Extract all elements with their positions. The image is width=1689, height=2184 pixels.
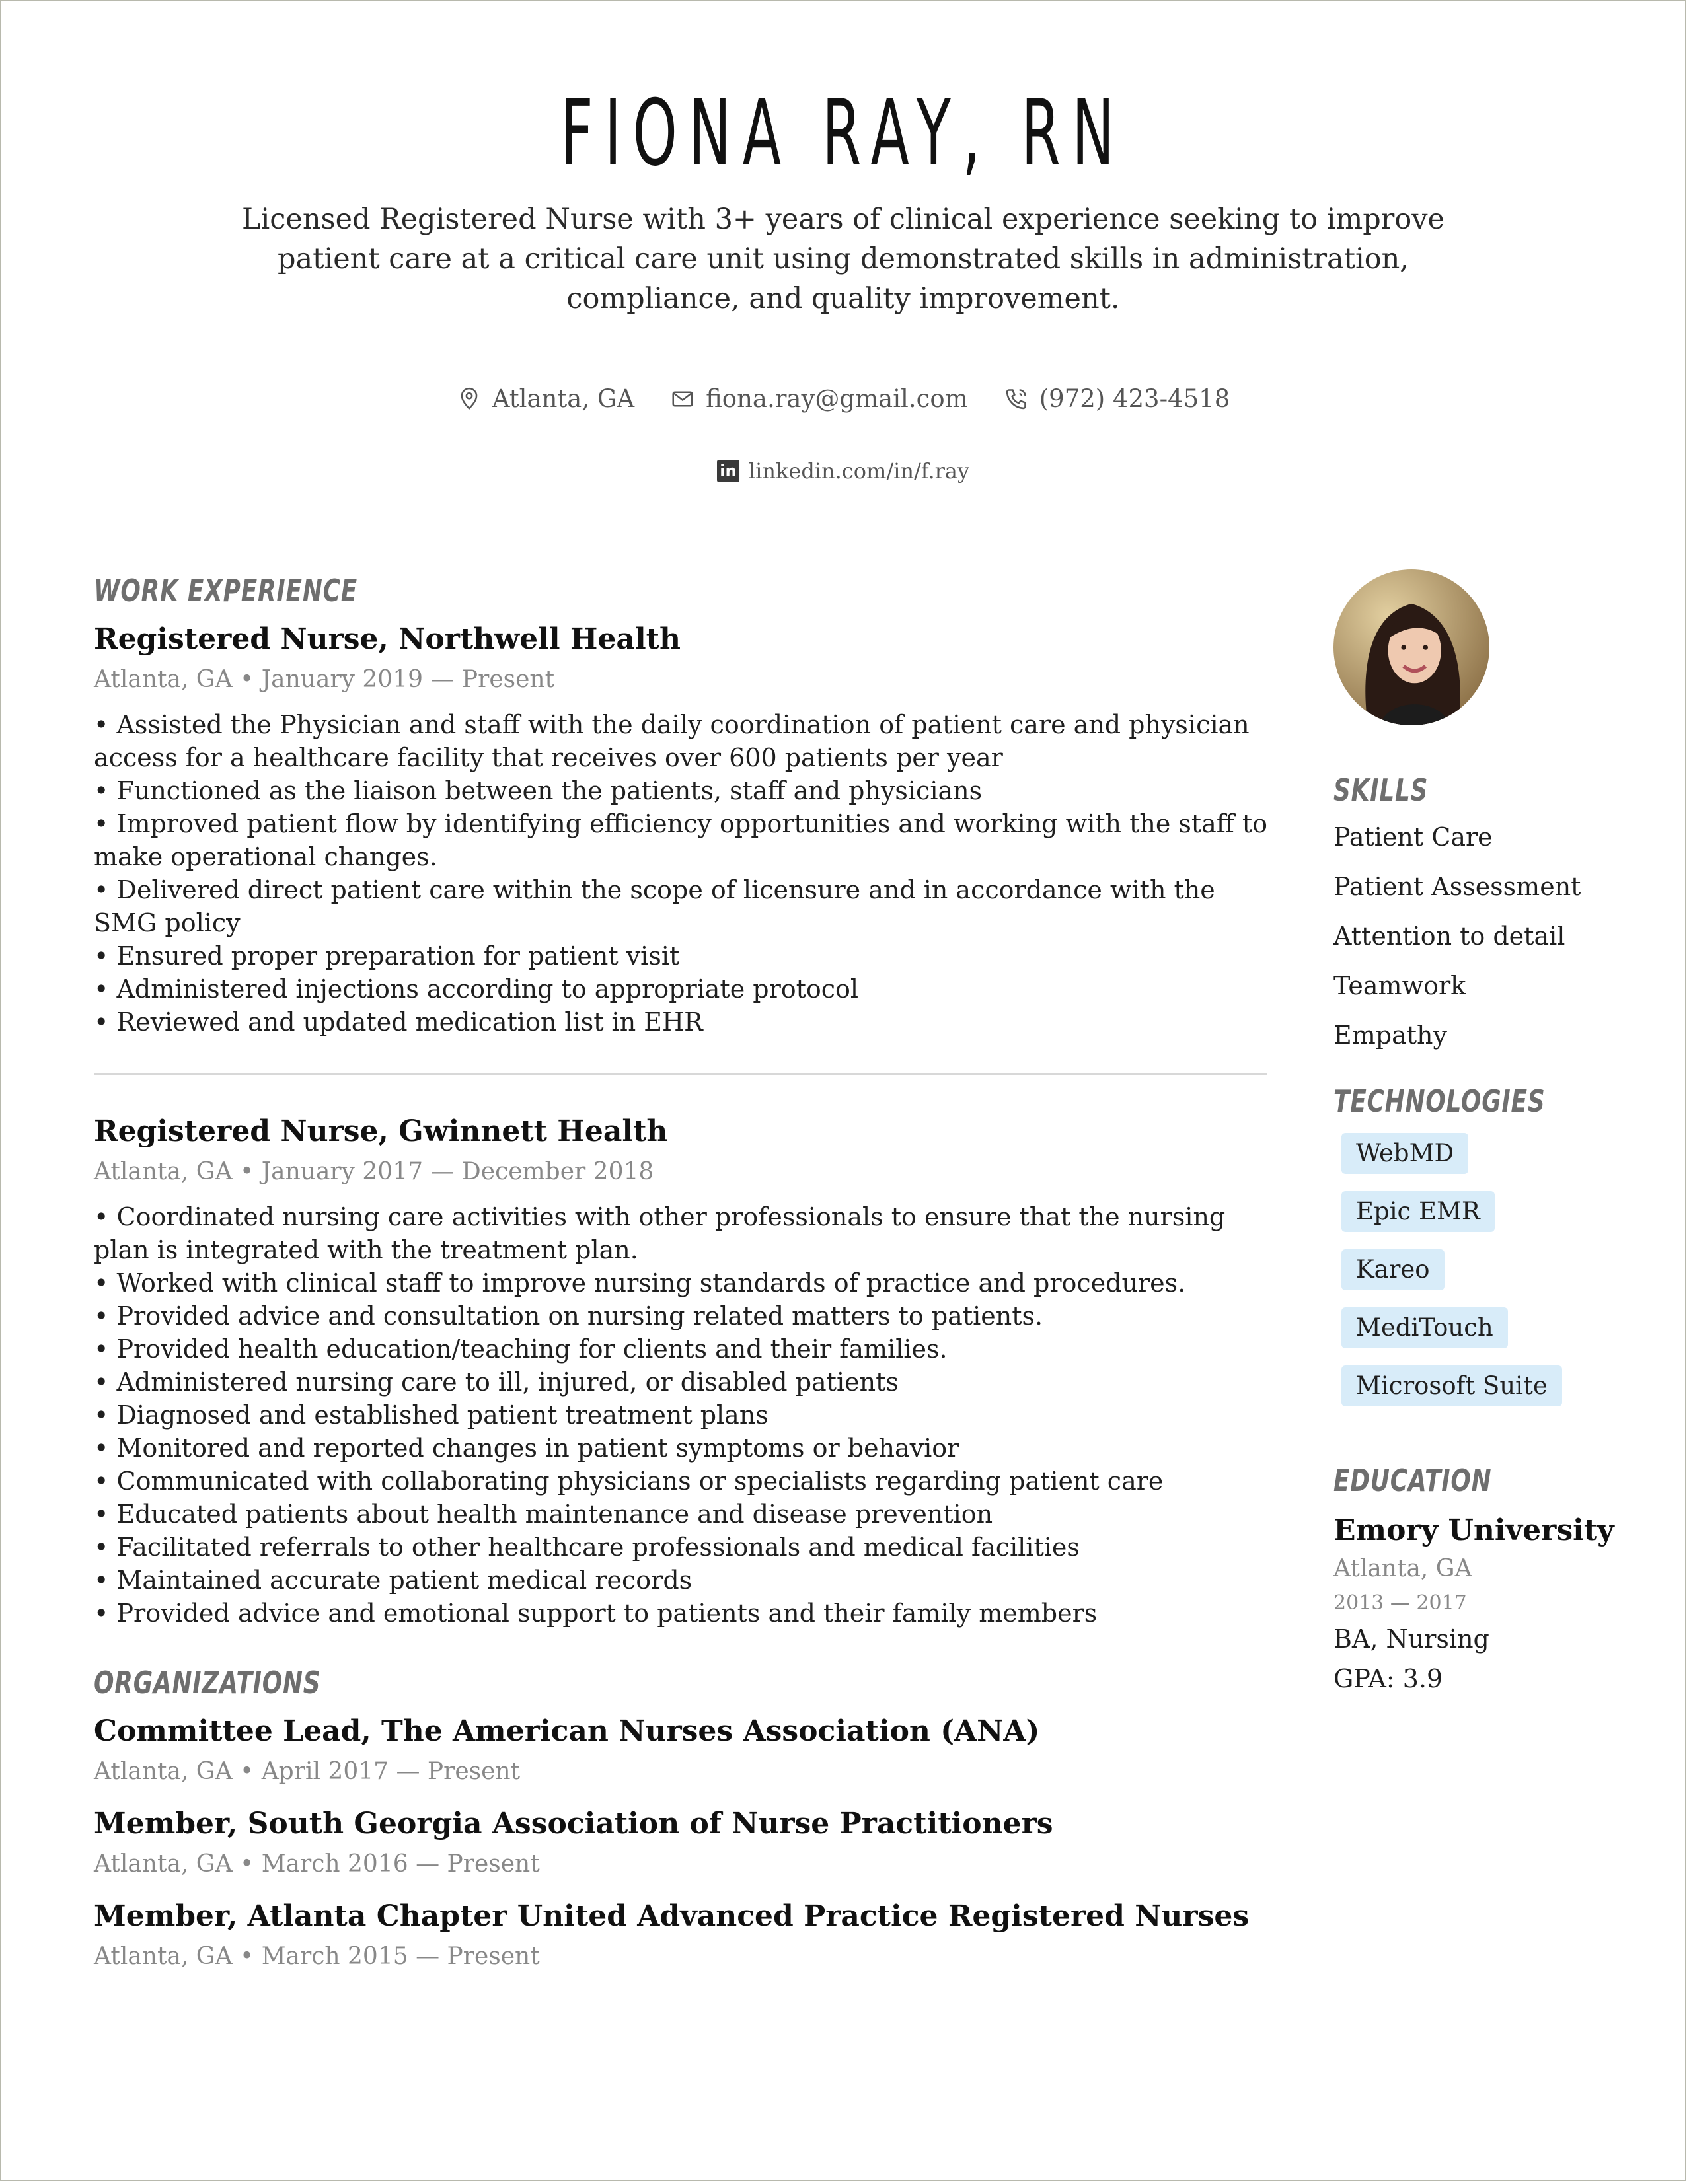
contact-location	[457, 384, 634, 413]
list-item: • Maintained accurate patient medical records	[94, 1566, 693, 1595]
list-item: • Provided advice and emotional support to patients and their family members	[94, 1599, 1098, 1628]
email-text[interactable]: fiona.ray@gmail.com	[706, 384, 968, 413]
sidebar-column	[1333, 569, 1637, 1698]
school-location: Atlanta, GA	[1333, 1555, 1472, 1582]
phone-text[interactable]: (972) 423-4518	[1039, 384, 1230, 413]
list-item: Empathy	[1333, 1021, 1447, 1050]
list-item: • Reviewed and updated medication list in EHR	[94, 1007, 703, 1037]
list-item: • Delivered direct patient care within the scope of licensure and in accordance with the SMG policy	[94, 875, 1215, 937]
list-item: • Communicated with collaborating physicians or specialists regarding patient care	[94, 1467, 1164, 1496]
job-bullets	[94, 1200, 1270, 1630]
tech-tag: Microsoft Suite	[1341, 1365, 1562, 1406]
section-title-work-experience: WORK EXPERIENCE	[94, 573, 358, 608]
tech-tag: MediTouch	[1341, 1307, 1508, 1348]
job-title: Registered Nurse, Northwell Health	[94, 622, 681, 656]
org-title: Committee Lead, The American Nurses Association (ANA)	[94, 1714, 1040, 1748]
skills-list	[1333, 813, 1637, 1060]
list-item: • Ensured proper preparation for patient visit	[94, 941, 680, 970]
degree: BA, Nursing	[1333, 1624, 1489, 1654]
list-item: Attention to detail	[1333, 922, 1565, 951]
org-meta: Atlanta, GA • April 2017 — Present	[94, 1758, 521, 1785]
org-entry	[94, 1713, 1270, 1788]
section-divider	[94, 1073, 1267, 1075]
tech-tag: Epic EMR	[1341, 1191, 1495, 1232]
location-pin-icon	[457, 386, 482, 412]
org-title: Member, Atlanta Chapter United Advanced Practice Registered Nurses	[94, 1899, 1250, 1933]
location-text: Atlanta, GA	[492, 384, 635, 413]
list-item: • Facilitated referrals to other healthcare professionals and medical facilities	[94, 1533, 1080, 1562]
contact-phone[interactable]	[1004, 384, 1230, 413]
contact-linkedin[interactable]	[1, 458, 1685, 484]
candidate-name: FIONA RAY, RN	[560, 80, 1126, 186]
professional-summary: Licensed Registered Nurse with 3+ years of clinical experience seeking to improve patient care at a critical care unit using demonstrated skills in administration, compliance, and quality improvement.	[241, 203, 1445, 315]
linkedin-icon: in	[717, 460, 739, 482]
section-title-organizations: ORGANIZATIONS	[94, 1665, 321, 1700]
contact-email[interactable]	[670, 384, 968, 413]
org-entry	[94, 1805, 1270, 1881]
list-item: • Assisted the Physician and staff with the daily coordination of patient care and physician access for a healthcare facility that receives over 600 patients per year	[94, 710, 1250, 772]
list-item: Patient Care	[1333, 822, 1493, 852]
contact-info	[1, 384, 1685, 413]
list-item: • Improved patient flow by identifying efficiency opportunities and working with the staff to make operational changes.	[94, 809, 1268, 871]
list-item: • Diagnosed and established patient treatment plans	[94, 1401, 769, 1430]
school-years: 2013 — 2017	[1333, 1591, 1467, 1615]
job-title: Registered Nurse, Gwinnett Health	[94, 1114, 668, 1148]
avatar	[1333, 569, 1489, 725]
resume-header	[1, 81, 1685, 318]
phone-icon	[1004, 386, 1029, 412]
job-meta: Atlanta, GA • January 2019 — Present	[94, 666, 555, 693]
job-entry	[94, 1113, 1270, 1630]
main-column	[94, 572, 1270, 1973]
list-item: • Administered injections according to appropriate protocol	[94, 974, 859, 1003]
job-bullets	[94, 708, 1270, 1038]
list-item: • Monitored and reported changes in patient symptoms or behavior	[94, 1434, 959, 1463]
list-item: • Functioned as the liaison between the patients, staff and physicians	[94, 776, 983, 805]
list-item: • Coordinated nursing care activities with other professionals to ensure that the nursing plan is integrated with the treatment plan.	[94, 1202, 1226, 1264]
list-item: • Worked with clinical staff to improve nursing standards of practice and procedures.	[94, 1268, 1186, 1297]
school-name: Emory University	[1333, 1513, 1614, 1547]
tech-tag: WebMD	[1341, 1133, 1468, 1174]
list-item: • Provided health education/teaching for clients and their families.	[94, 1334, 948, 1364]
job-entry	[94, 621, 1270, 1038]
list-item: • Administered nursing care to ill, injured, or disabled patients	[94, 1367, 899, 1397]
list-item: Teamwork	[1333, 971, 1466, 1000]
technologies-list	[1333, 1133, 1637, 1424]
education-entry	[1333, 1511, 1637, 1698]
section-title-technologies: TECHNOLOGIES	[1333, 1083, 1546, 1119]
list-item: • Educated patients about health maintenance and disease prevention	[94, 1500, 993, 1529]
list-item: • Provided advice and consultation on nursing related matters to patients.	[94, 1301, 1043, 1330]
tech-tag: Kareo	[1341, 1249, 1445, 1290]
section-title-skills: SKILLS	[1333, 772, 1429, 808]
org-title: Member, South Georgia Association of Nurse Practitioners	[94, 1807, 1053, 1840]
org-entry	[94, 1898, 1270, 1973]
mail-icon	[670, 386, 695, 412]
list-item: Patient Assessment	[1333, 872, 1581, 901]
job-meta: Atlanta, GA • January 2017 — December 2018	[94, 1158, 654, 1185]
linkedin-text[interactable]: linkedin.com/in/f.ray	[748, 458, 970, 484]
profile-photo-icon	[1333, 569, 1489, 725]
org-meta: Atlanta, GA • March 2016 — Present	[94, 1850, 540, 1877]
gpa: GPA: 3.9	[1333, 1664, 1443, 1693]
org-meta: Atlanta, GA • March 2015 — Present	[94, 1943, 540, 1970]
section-title-education: EDUCATION	[1333, 1463, 1492, 1498]
